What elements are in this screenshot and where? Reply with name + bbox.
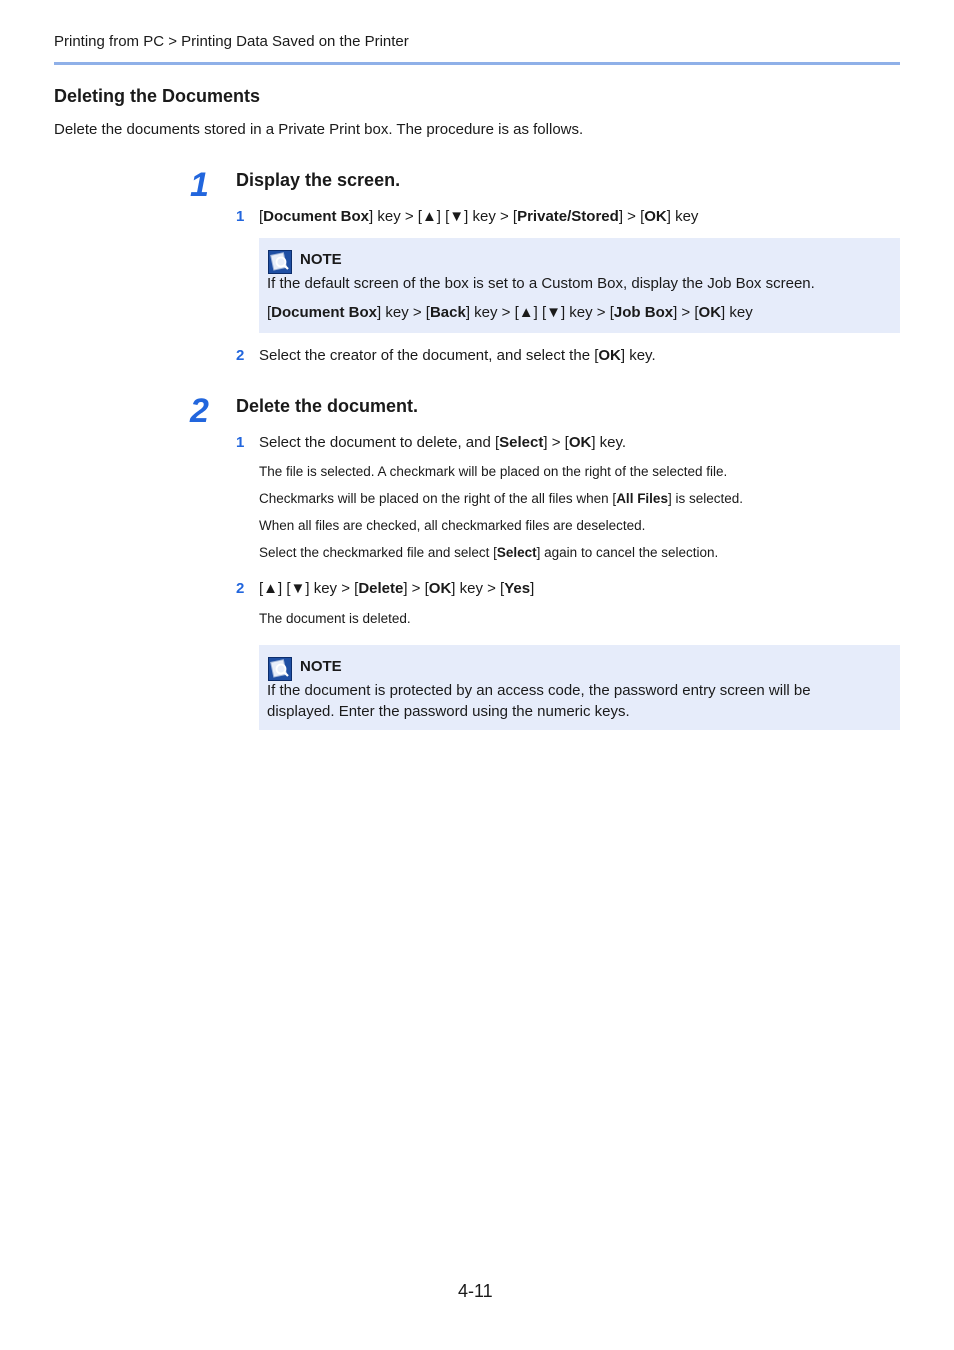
key-name: OK — [698, 304, 722, 321]
text-part: Select the document to delete, and [ — [259, 434, 500, 451]
note-box-1 — [259, 238, 900, 333]
note-magnifier-icon — [268, 250, 292, 274]
page-number: 4-11 — [458, 1281, 493, 1301]
step-2-number: 2 — [190, 392, 208, 430]
detail-line — [259, 491, 743, 506]
step-1-number: 1 — [190, 166, 208, 204]
step-1-substep-2-text — [259, 347, 656, 364]
key-name: OK — [598, 347, 621, 364]
note-box-2 — [259, 645, 900, 730]
note-label: NOTE — [300, 251, 342, 268]
step-2-substep-2-number: 2 — [236, 580, 245, 597]
detail-line: The file is selected. A checkmark will be placed on the right of the selected file. — [259, 464, 728, 479]
key-name: Back — [429, 304, 466, 321]
text-part: Select the creator of the document, and select the [ — [259, 347, 599, 364]
text-part: ] > [ — [618, 208, 645, 225]
text-part: [▲] [▼] key > [ — [259, 580, 359, 597]
step-2-substep-1-text — [259, 434, 626, 451]
section-title: Deleting the Documents — [54, 86, 261, 106]
step-2-substep-2-text — [259, 580, 534, 597]
text-part: [ — [259, 208, 264, 225]
detail-line: The document is deleted. — [259, 611, 411, 626]
key-name: Job Box — [613, 304, 674, 321]
text-part: Checkmarks will be placed on the right of the all files when [ — [259, 491, 617, 506]
key-name: Private/Stored — [517, 208, 619, 225]
text-part: [ — [267, 304, 272, 321]
text-part: ] key — [666, 208, 699, 225]
text-part: ] > [ — [543, 434, 569, 451]
note-magnifier-icon — [268, 657, 292, 681]
key-name: OK — [568, 434, 592, 451]
key-name: OK — [428, 580, 452, 597]
note-line-1: If the document is protected by an access code, the password entry screen will be — [267, 682, 811, 699]
text-part: ] > [ — [673, 304, 699, 321]
step-2-substep-1-number: 1 — [236, 434, 245, 451]
key-name: Yes — [504, 580, 531, 597]
text-part: ] key. — [591, 434, 627, 451]
text-part: ] key > [ — [377, 304, 430, 321]
detail-line — [259, 545, 718, 560]
section-intro: Delete the documents stored in a Private Print box. The procedure is as follows. — [54, 121, 584, 138]
note-line-1: If the default screen of the box is set to a Custom Box, display the Job Box screen. — [267, 275, 815, 292]
key-name: All Files — [616, 491, 668, 506]
note-line-2 — [267, 303, 753, 323]
text-part: ] key — [721, 304, 753, 321]
key-name: Select — [496, 545, 537, 560]
breadcrumb: Printing from PC > Printing Data Saved on the Printer — [54, 33, 409, 50]
text-part: ] key > [▲] [▼] key > [ — [465, 304, 614, 321]
step-1-title: Display the screen. — [236, 170, 401, 190]
text-part: ] > [ — [403, 580, 429, 597]
text-part: ] key. — [620, 347, 656, 364]
note-line-2: displayed. Enter the password using the numeric keys. — [267, 703, 630, 720]
key-name: OK — [644, 208, 667, 225]
key-name: Document Box — [263, 208, 370, 225]
key-name: Select — [499, 434, 544, 451]
step-1-substep-1-number: 1 — [236, 208, 245, 225]
step-2-title: Delete the document. — [236, 396, 419, 416]
text-part: ] again to cancel the selection. — [536, 545, 719, 560]
step-1-substep-2-number: 2 — [236, 347, 245, 364]
text-part: ] — [530, 580, 535, 597]
note-label: NOTE — [300, 658, 342, 675]
text-part: ] key > [ — [451, 580, 505, 597]
text-part: ] key > [▲] [▼] key > [ — [369, 208, 518, 225]
key-name: Delete — [358, 580, 404, 597]
step-1-substep-1-text — [259, 208, 698, 225]
detail-line: When all files are checked, all checkmarked files are deselected. — [259, 518, 646, 533]
text-part: Select the checkmarked file and select [ — [259, 545, 497, 560]
header-divider — [54, 62, 900, 65]
key-name: Document Box — [271, 304, 378, 321]
text-part: ] is selected. — [667, 491, 743, 506]
